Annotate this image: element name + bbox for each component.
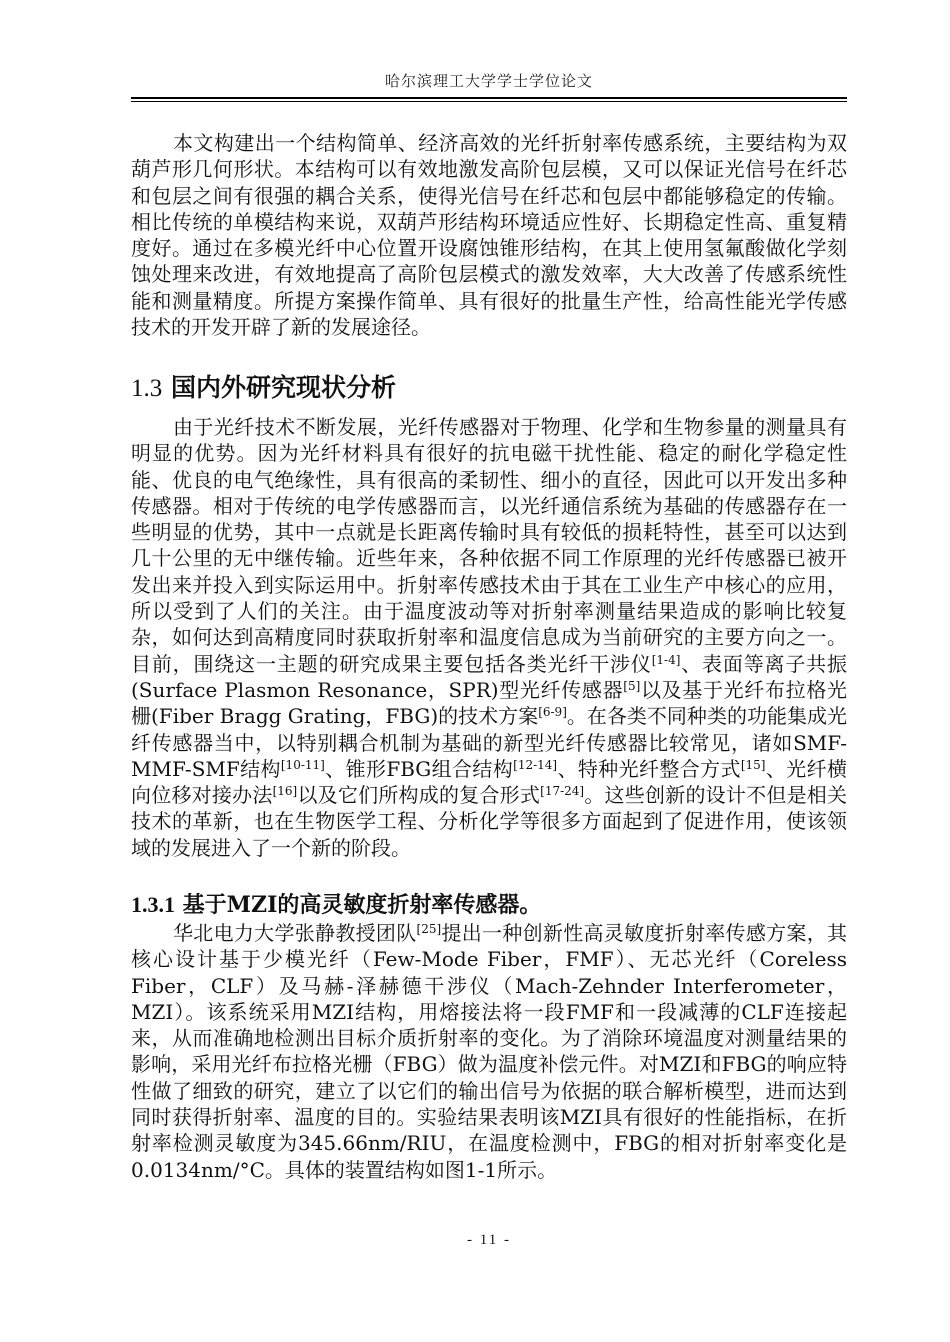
running-header: 哈尔滨理工大学学士学位论文 [384,72,593,90]
section-title: 国内外研究现状分析 [170,373,396,402]
page-number: - 11 - [467,1232,511,1248]
citation: [12-14] [513,757,558,772]
paragraph-research-status [131,414,847,861]
text-run: 以及基于光纤布拉格光栅(Fiber Bragg Grating，FBG)的技术方案 [131,677,847,729]
header-rule-thick [131,97,847,99]
text-run: 、表面等离子共振(Surface Plasmon Resonance，SPR)型光纤传感器 [131,651,848,702]
citation: [15] [740,757,766,772]
paragraph-intro: 本文构建出一个结构简单、经济高效的光纤折射率传感系统，主要结构为双葫芦形几何形状。本结构可以有效地激发高阶包层模，又可以保证光信号在纤芯和包层之间有很强的耦合关系，使得光信号在纤芯和包层中都能够稳定的传输。相比传统的单模结构来说，双葫芦形结构环境适应性好、长期稳定性高、重复精度好。通过在多模光纤中心位置开设腐蚀锥形结构，在其上使用氢氟酸做化学刻蚀处理来改进，有效地提高了高阶包层模式的激发效率，大大改善了传感系统性能和测量精度。所提方案操作简单、具有很好的批量生产性，给高性能光学传感技术的开发开辟了新的发展途径。 [131,131,847,340]
text-run: 、特种光纤整合方式 [557,756,741,781]
header-rule-thin [131,101,847,102]
text-run: 、锥形FBG组合结构 [324,756,514,781]
citation: [17-24] [540,783,585,798]
subsection-heading [131,888,541,919]
citation: [6-9] [538,705,567,720]
subsection-number: 1.3.1 [131,892,175,917]
text-run: 。这些创新的设计不但是相关技术的革新，也在生物医学工程、分析化学等很多方面起到了促进作用，使该领域的发展进入了一个新的阶段。 [131,783,848,860]
subsection-title: 基于MZI的高灵敏度折射率传感器。 [182,892,542,918]
citation: [10-11] [280,757,325,772]
text-run: 以及它们所构成的复合形式 [297,783,541,808]
citation: [25] [416,921,442,936]
citation: [5] [623,678,641,693]
citation: [1-4] [651,652,681,667]
section-number: 1.3 [131,375,163,402]
text-run: 、光纤横向位移对接办法 [131,756,847,808]
text-run: 。在各类不同种类的功能集成光纤传感器当中，以特别耦合机制为基础的新型光纤传感器比较常见，诸如SMF-MMF-SMF结构 [131,704,847,781]
citation: [16] [272,783,298,798]
paragraph-mzi-sensor [131,920,847,1183]
section-heading [131,368,396,404]
text-run: 由于光纤技术不断发展，光纤传感器对于物理、化学和生物参量的测量具有明显的优势。因为光纤材料具有很好的抗电磁干扰性能、稳定的耐化学稳定性能、优良的电气绝缘性，具有很高的柔韧性、细小的直径，因此可以开发出多种传感器。相对于传统的电学传感器而言，以光纤通信系统为基础的传感器存在一些明显的优势，其中一点就是长距离传输时具有较低的损耗特性，甚至可以达到几十公里的无中继传输。近些年来，各种依据不同工作原理的光纤传感器已被开发出来并投入到实际运用中。折射率传感技术由于其在工业生产中核心的应用，所以受到了人们的关注。由于温度波动等对折射率测量结果造成的影响比较复杂，如何达到高精度同时获取折射率和温度信息成为当前研究的主要方向之一。目前，围绕这一主题的研究成果主要包括各类光纤干涉仪 [131,415,847,676]
text-run: 华北电力大学张静教授团队 [173,921,417,945]
text-run: 提出一种创新性高灵敏度折射率传感方案，其核心设计基于少模光纤（Few-Mode Fiber，FMF）、无芯光纤（Coreless Fiber，CLF）及马赫-泽赫德干涉仪（Mach-Zehnder Interferometer，MZI）。该系统采用MZI结构，用熔接法将一段FMF和一段减薄的CLF连接起来，从而准确地检测出目标介质折射率的变化。为了消除环境温度对测量结果的影响，采用光纤布拉格光栅（FBG）做为温度补偿元件。对MZI和FBG的响应特性做了细致的研究，建立了以它们的输出信号为依据的联合解析模型，进而达到同时获得折射率、温度的目的。实验结果表明该MZI具有很好的性能指标，在折射率检测灵敏度为345.66nm/RIU，在温度检测中，FBG的相对折射率变化是0.0134nm/°C。具体的装置结构如图1-1所示。 [131,921,848,1182]
